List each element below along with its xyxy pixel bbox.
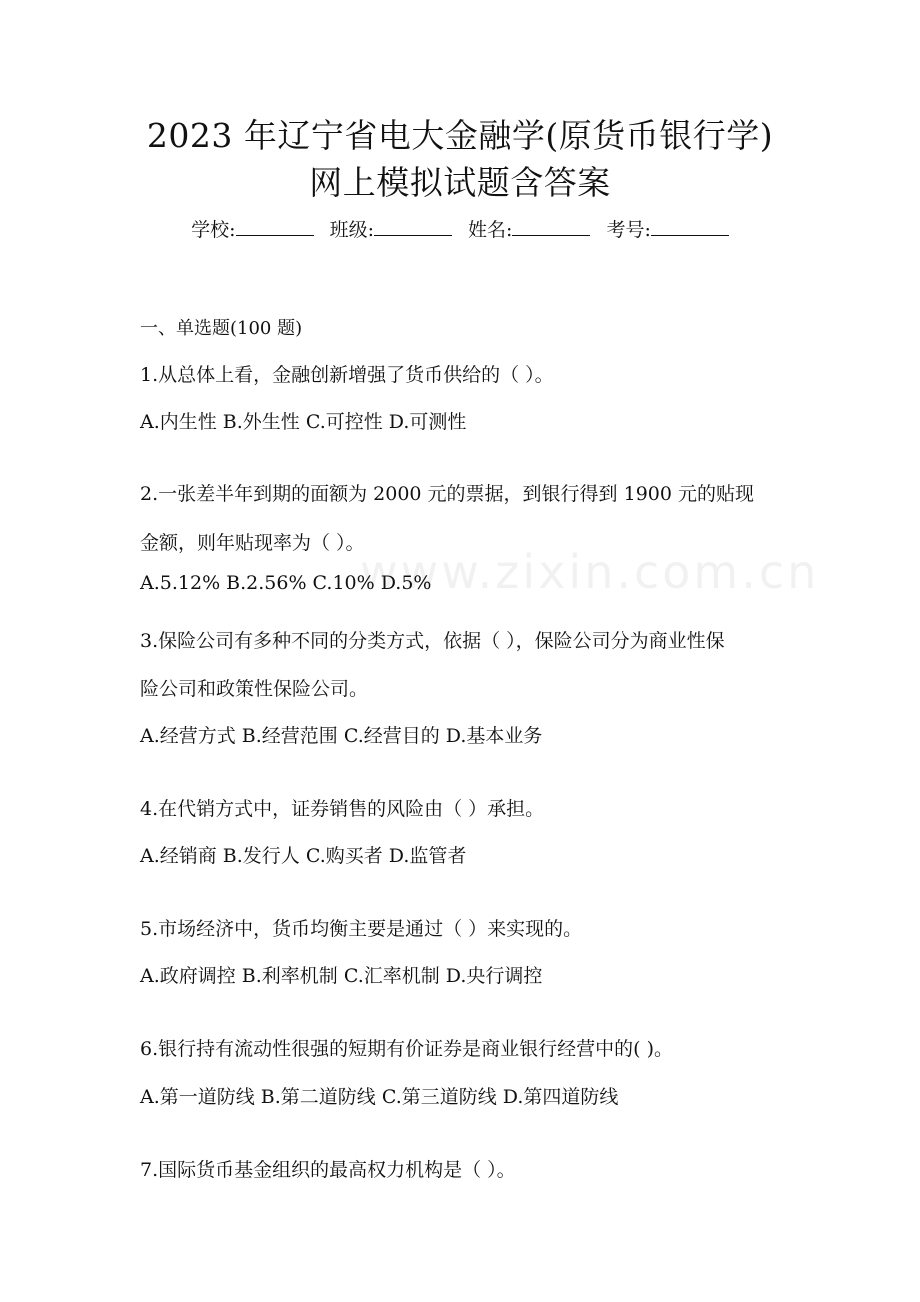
student-info-row <box>0 216 920 244</box>
exam-number-blank <box>651 217 729 236</box>
question-5-text: 5.市场经济中，货币均衡主要是通过（ ）来实现的。 <box>140 918 583 940</box>
watermark: www.zixin.com.cn <box>360 545 820 599</box>
class-label: 班级: <box>329 219 374 241</box>
section-heading: 一、单选题(100 题) <box>140 318 303 339</box>
question-2-text-line-1: 2.一张差半年到期的面额为 2000 元的票据，到银行得到 1900 元的贴现 <box>140 483 754 505</box>
question-2-text-line-2: 金额，则年贴现率为（ ）。 <box>140 532 365 554</box>
question-1-options: A.内生性 B.外生性 C.可控性 D.可测性 <box>140 411 467 433</box>
question-1-text: 1.从总体上看，金融创新增强了货币供给的（ ）。 <box>140 364 554 386</box>
exam-number-label: 考号: <box>606 219 651 241</box>
school-label: 学校: <box>191 219 236 241</box>
document-title-line-1: 2023 年辽宁省电大金融学(原货币银行学) <box>146 116 774 155</box>
question-4-options: A.经销商 B.发行人 C.购买者 D.监管者 <box>140 845 467 867</box>
question-5-options: A.政府调控 B.利率机制 C.汇率机制 D.央行调控 <box>140 965 543 987</box>
question-4-text: 4.在代销方式中，证券销售的风险由（ ）承担。 <box>140 798 545 820</box>
class-field <box>330 219 452 241</box>
name-field <box>468 219 590 241</box>
question-2-options: A.5.12% B.2.56% C.10% D.5% <box>140 572 432 594</box>
document-title-line-2: 网上模拟试题含答案 <box>309 163 611 202</box>
name-label: 姓名: <box>468 219 513 241</box>
exam-number-field <box>606 219 728 241</box>
question-3-text-line-1: 3.保险公司有多种不同的分类方式，依据（ ），保险公司分为商业性保 <box>140 630 725 652</box>
school-blank <box>236 217 314 236</box>
class-blank <box>374 217 452 236</box>
question-6-text: 6.银行持有流动性很强的短期有价证券是商业银行经营中的( )。 <box>140 1038 673 1060</box>
question-3-options: A.经营方式 B.经营范围 C.经营目的 D.基本业务 <box>140 725 543 747</box>
school-field <box>191 219 313 241</box>
question-3-text-line-2: 险公司和政策性保险公司。 <box>140 678 369 700</box>
name-blank <box>512 217 590 236</box>
question-6-options: A.第一道防线 B.第二道防线 C.第三道防线 D.第四道防线 <box>140 1086 619 1108</box>
question-7-text: 7.国际货币基金组织的最高权力机构是（ ）。 <box>140 1159 516 1181</box>
